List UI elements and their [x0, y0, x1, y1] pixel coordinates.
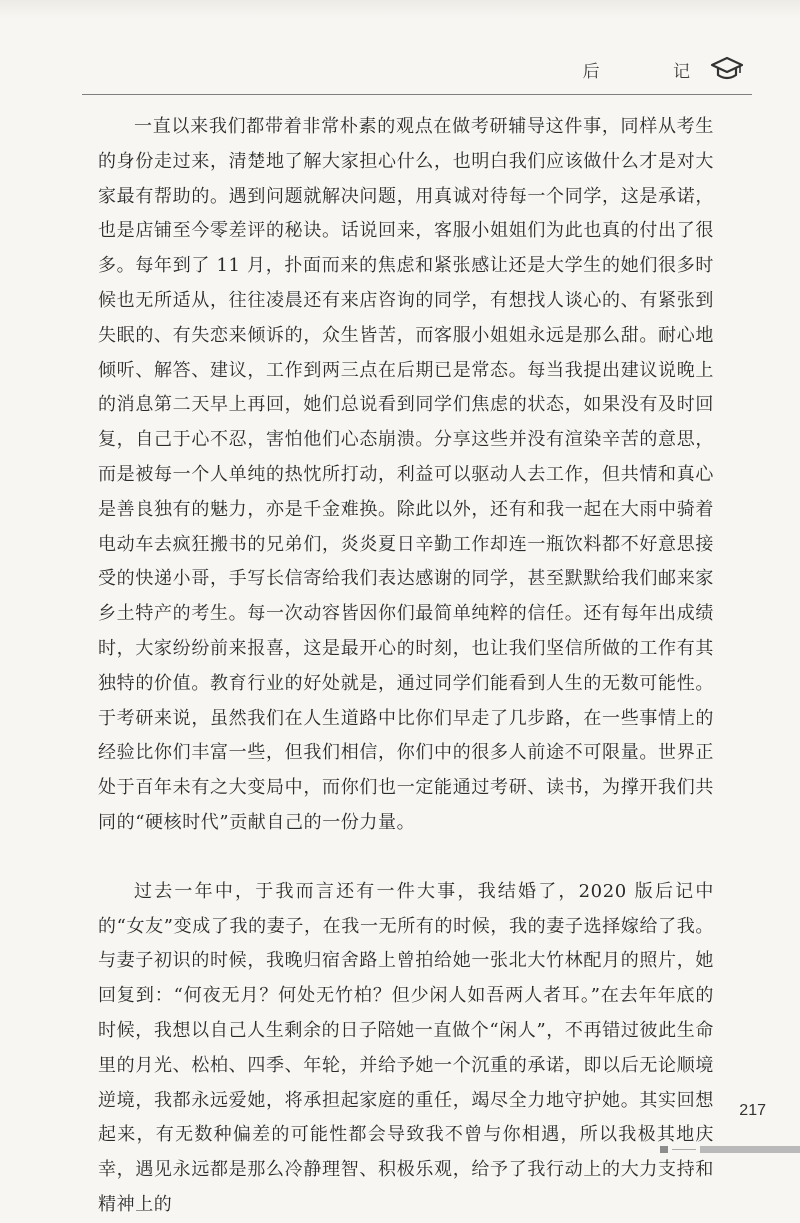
graduation-cap-icon [710, 56, 744, 82]
header-title: 后 记 [582, 61, 724, 82]
body-text [98, 110, 714, 1223]
paragraph-2: 过去一年中，于我而言还有一件大事，我结婚了，2020 版后记中的“女友”变成了我的妻子，在我一无所有的时候，我的妻子选择嫁给了我。与妻子初识的时候，我晚归宿舍路上曾拍给她一张北大竹林配月的照片，她回复到：“何夜无月？何处无竹柏？但少闲人如吾两人者耳。”在去年年底的时候，我想以自己人生剩余的日子陪她一直做个“闲人”，不再错过彼此生命里的月光、松柏、四季、年轮，并给予她一个沉重的承诺，即以后无论顺境逆境，我都永远爱她，将承担起家庭的重任，竭尽全力地守护她。其实回想起来，有无数种偏差的可能性都会导致我不曾与你相遇，所以我极其地庆幸，遇见永远都是那么冷静理智、积极乐观，给予了我行动上的大力支持和精神上的 [98, 880, 714, 1215]
page-number: 217 [739, 1102, 766, 1119]
header-rule [82, 94, 752, 95]
page-top-shadow [0, 0, 800, 18]
footer-decoration [660, 1146, 800, 1153]
running-header [583, 56, 744, 82]
paragraph-1: 一直以来我们都带着非常朴素的观点在做考研辅导这件事，同样从考生的身份走过来，清楚地了解大家担心什么，也明白我们应该做什么才是对大家最有帮助的。遇到问题就解决问题，用真诚对待每一个同学，这是承诺，也是店铺至今零差评的秘诀。话说回来，客服小姐姐们为此也真的付出了很多。每年到了 11 月，扑面而来的焦虑和紧张感让还是大学生的她们很多时候也无所适从，往往凌晨还有来店咨询的同学，有想找人谈心的、有紧张到失眠的、有失恋来倾诉的，众生皆苦，而客服小姐姐永远是那么甜。耐心地倾听、解答、建议，工作到两三点在后期已是常态。每当我提出建议说晚上的消息第二天早上再回，她们总说看到同学们焦虑的状态，如果没有及时回复，自己于心不忍，害怕他们心态崩溃。分享这些并没有渲染辛苦的意思，而是被每一个人单纯的热忱所打动，利益可以驱动人去工作，但共情和真心是善良独有的魅力，亦是千金难换。除此以外，还有和我一起在大雨中骑着电动车去疯狂搬书的兄弟们，炎炎夏日辛勤工作却连一瓶饮料都不好意思接受的快递小哥，手写长信寄给我们表达感谢的同学，甚至默默给我们邮来家乡土特产的考生。每一次动容皆因你们最简单纯粹的信任。还有每年出成绩时，大家纷纷前来报喜，这是最开心的时刻，也让我们坚信所做的工作有其独特的价值。教育行业的好处就是，通过同学们能看到人生的无数可能性。于考研来说，虽然我们在人生道路中比你们早走了几步路，在一些事情上的经验比你们丰富一些，但我们相信，你们中的很多人前途不可限量。世界正处于百年未有之大变局中，而你们也一定能通过考研、读书，为撑开我们共同的“硬核时代”贡献自己的一份力量。 [98, 116, 714, 833]
